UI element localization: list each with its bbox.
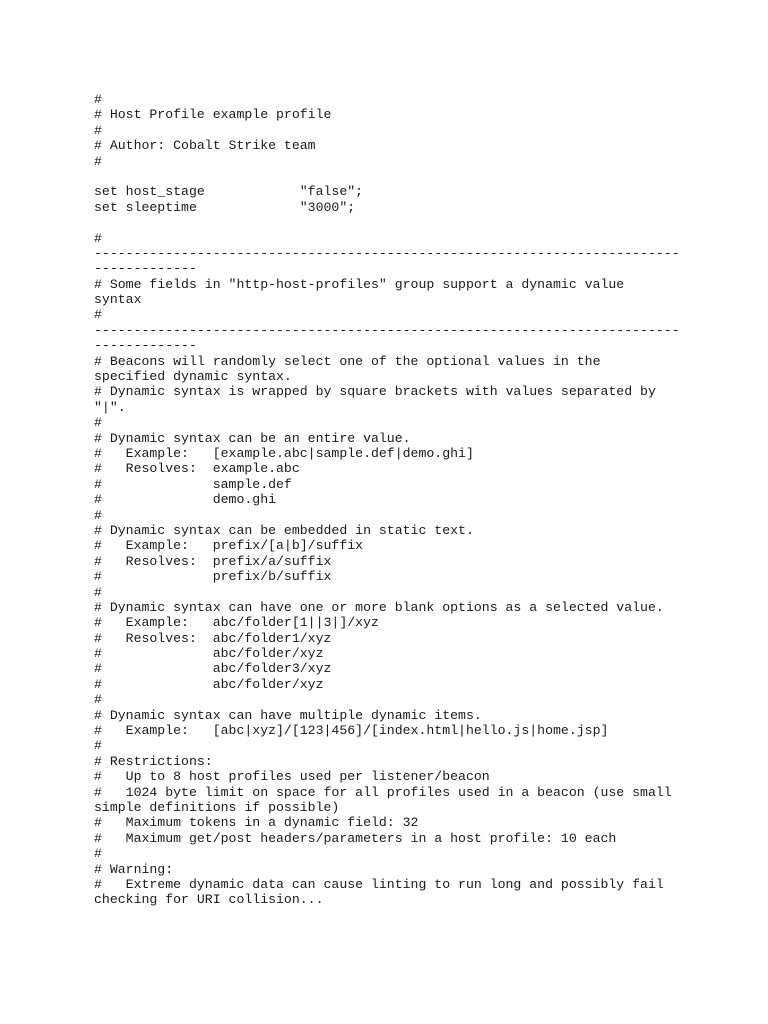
code-line: # [94, 507, 102, 523]
code-line: syntax [94, 292, 142, 308]
code-line: # Maximum tokens in a dynamic field: 32 [94, 815, 419, 831]
code-line: # Up to 8 host profiles used per listener/beacon [94, 769, 490, 785]
code-line: # Dynamic syntax can be an entire value. [94, 430, 411, 446]
code-line: checking for URI collision... [94, 892, 324, 908]
code-line: # abc/folder/xyz [94, 646, 324, 662]
code-line: # Beacons will randomly select one of the optional values in the [94, 353, 601, 369]
code-line: # Restrictions: [94, 753, 213, 769]
code-line: # prefix/b/suffix [94, 569, 332, 585]
code-line: # Resolves: abc/folder1/xyz [94, 630, 332, 646]
code-line: -------------------------------------------------------------------------- [94, 245, 680, 261]
code-line: # [94, 230, 102, 246]
code-line: # Example: [abc|xyz]/[123|456]/[index.html|hello.js|home.jsp] [94, 723, 609, 739]
code-line: # Warning: [94, 861, 174, 877]
code-line: ------------- [94, 261, 197, 277]
code-line: # Example: [example.abc|sample.def|demo.ghi] [94, 445, 474, 461]
code-line: specified dynamic syntax. [94, 369, 292, 385]
code-line: # [94, 846, 102, 862]
code-line: # [94, 153, 102, 169]
code-line: # Maximum get/post headers/parameters in a host profile: 10 each [94, 830, 617, 846]
code-line: # [94, 307, 102, 323]
code-line: simple definitions if possible) [94, 799, 340, 815]
code-line: # Author: Cobalt Strike team [94, 138, 316, 154]
code-line: ------------- [94, 338, 197, 354]
code-line: # Example: prefix/[a|b]/suffix [94, 538, 364, 554]
code-line: # [94, 738, 102, 754]
code-line: # Resolves: prefix/a/suffix [94, 553, 332, 569]
code-line: "|". [94, 399, 126, 415]
code-line: set host_stage "false"; [94, 184, 364, 200]
code-line: # Example: abc/folder[1||3|]/xyz [94, 615, 379, 631]
code-line: # [94, 692, 102, 708]
code-line: # Host Profile example profile [94, 107, 332, 123]
code-line: # Dynamic syntax can have one or more blank options as a selected value. [94, 599, 664, 615]
code-line: set sleeptime "3000"; [94, 199, 356, 215]
code-line: # Resolves: example.abc [94, 461, 300, 477]
code-line: # [94, 415, 102, 431]
code-line: # [94, 584, 102, 600]
code-line [94, 215, 694, 230]
document-page [94, 92, 694, 908]
code-line: # [94, 92, 102, 107]
code-line: # Dynamic syntax can be embedded in static text. [94, 522, 474, 538]
code-line: # Some fields in "http-host-profiles" group support a dynamic value [94, 276, 625, 292]
code-line [94, 169, 694, 184]
code-line: # abc/folder3/xyz [94, 661, 332, 677]
code-line: # 1024 byte limit on space for all profiles used in a beacon (use small [94, 784, 672, 800]
code-line: # Dynamic syntax is wrapped by square brackets with values separated by [94, 384, 656, 400]
code-line: # Extreme dynamic data can cause linting to run long and possibly fail [94, 876, 664, 892]
code-line: # abc/folder/xyz [94, 676, 324, 692]
code-line: -------------------------------------------------------------------------- [94, 322, 680, 338]
code-line: # demo.ghi [94, 492, 277, 508]
code-line: # [94, 122, 102, 138]
code-line: # sample.def [94, 476, 292, 492]
code-line: # Dynamic syntax can have multiple dynamic items. [94, 707, 482, 723]
